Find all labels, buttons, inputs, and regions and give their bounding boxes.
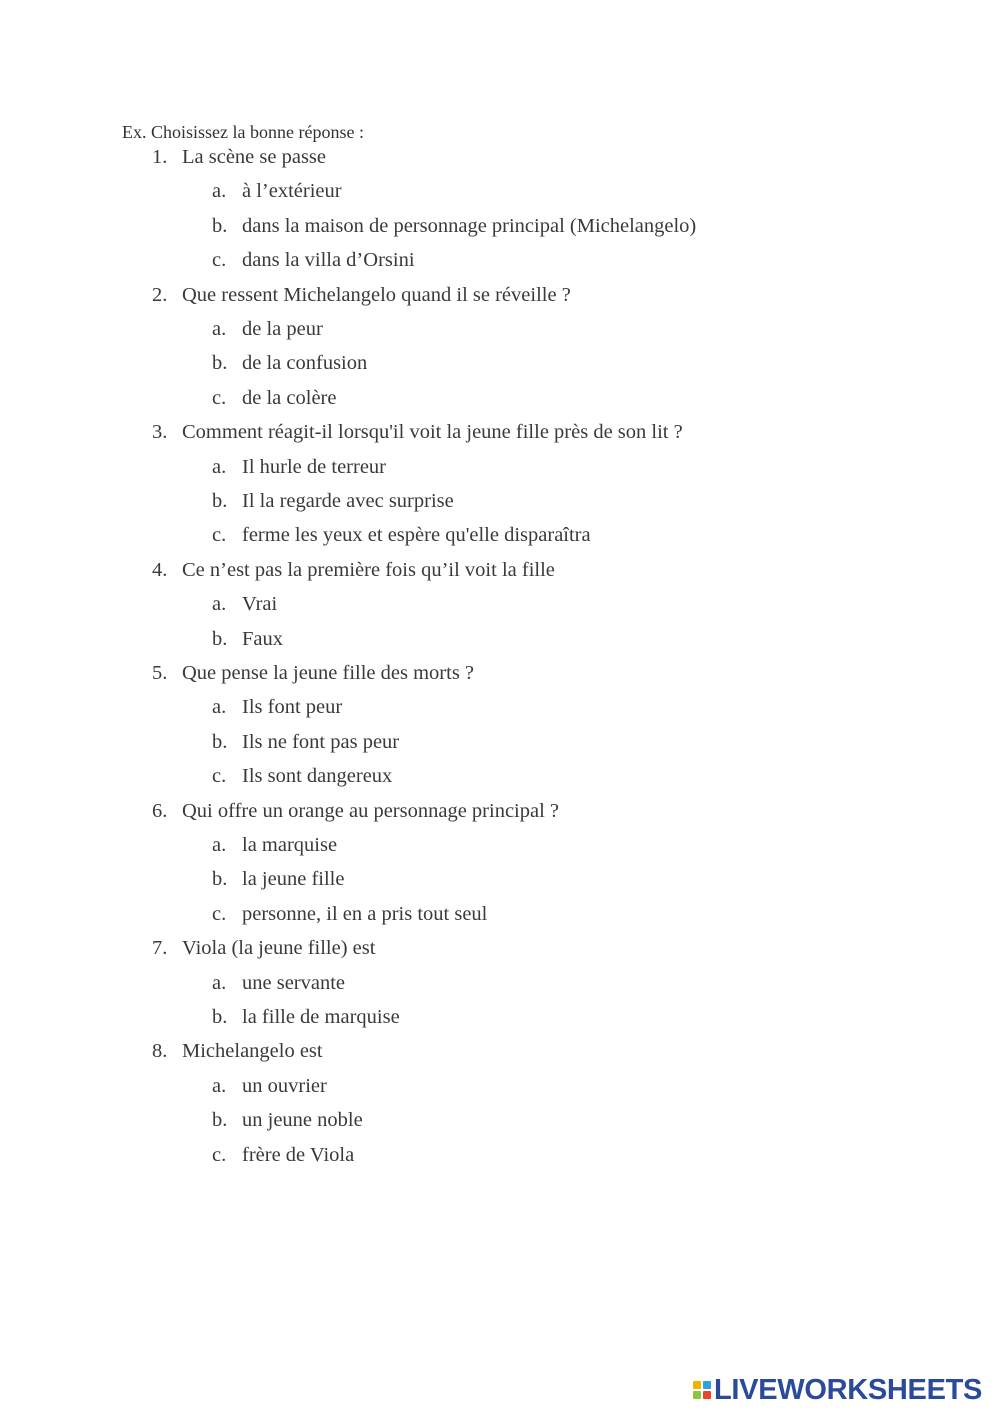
- option-letter: a.: [212, 180, 227, 203]
- option-text: une servante: [242, 971, 346, 994]
- question-number: 5.: [152, 662, 168, 684]
- logo-square: [703, 1381, 711, 1389]
- question-number: 8.: [152, 1040, 168, 1063]
- option-text: Vrai: [242, 593, 278, 616]
- option-text: Il la regarde avec surprise: [242, 490, 454, 512]
- option-letter: a.: [212, 971, 227, 994]
- option-letter: c.: [212, 249, 227, 272]
- option-text: Ils sont dangereux: [242, 765, 393, 788]
- question-text: Michelangelo est: [182, 1040, 323, 1063]
- option-letter: a.: [212, 1074, 227, 1097]
- option-letter: b.: [212, 730, 228, 753]
- exercise-instruction: Ex. Choisissez la bonne réponse :: [122, 122, 364, 142]
- option-text: dans la villa d’Orsini: [242, 249, 415, 272]
- option-letter: a.: [212, 593, 227, 616]
- option-text: Faux: [242, 627, 283, 650]
- question-number: 3.: [152, 421, 168, 444]
- logo-square: [703, 1391, 711, 1399]
- option-text: frère de Viola: [242, 1143, 355, 1166]
- option-text: la marquise: [242, 834, 338, 856]
- option-text: un jeune noble: [242, 1109, 363, 1132]
- option-letter: c.: [212, 386, 227, 409]
- option-text: à l’extérieur: [242, 180, 342, 203]
- option-letter: a.: [212, 455, 227, 478]
- option-letter: c.: [212, 524, 227, 547]
- option-text: un ouvrier: [242, 1074, 327, 1097]
- option-letter: c.: [212, 902, 227, 925]
- logo-text: LIVEWORKSHEETS: [714, 1374, 983, 1406]
- option-text: Ils font peur: [242, 696, 343, 719]
- question-text: Viola (la jeune fille) est: [182, 937, 376, 960]
- option-text: Il hurle de terreur: [242, 455, 386, 478]
- liveworksheets-logo: [693, 1374, 982, 1406]
- question-number: 6.: [152, 799, 168, 822]
- option-text: dans la maison de personnage principal (Michelangelo): [242, 214, 697, 237]
- option-text: de la peur: [242, 318, 323, 340]
- question-text: Qui offre un orange au personnage principal ?: [182, 799, 560, 822]
- option-letter: b.: [212, 1109, 228, 1132]
- question-text: Que ressent Michelangelo quand il se réveille ?: [182, 283, 571, 306]
- question-text: Comment réagit-il lorsqu'il voit la jeune fille près de son lit ?: [182, 421, 683, 444]
- option-text: la jeune fille: [242, 868, 345, 891]
- option-letter: b.: [212, 352, 228, 375]
- option-letter: a.: [212, 318, 227, 340]
- question-text: Ce n’est pas la première fois qu’il voit la fille: [182, 558, 555, 581]
- question-number: 7.: [152, 937, 168, 960]
- option-text: personne, il en a pris tout seul: [242, 902, 488, 925]
- option-text: de la confusion: [242, 352, 368, 375]
- question-number: 1.: [152, 146, 168, 168]
- option-letter: c.: [212, 765, 227, 788]
- option-text: de la colère: [242, 386, 337, 409]
- option-letter: a.: [212, 696, 227, 719]
- option-text: la fille de marquise: [242, 1006, 400, 1028]
- option-letter: c.: [212, 1143, 227, 1166]
- question-number: 4.: [152, 558, 168, 581]
- option-text: ferme les yeux et espère qu'elle disparaîtra: [242, 524, 591, 547]
- logo-square: [693, 1391, 701, 1399]
- option-text: Ils ne font pas peur: [242, 730, 400, 753]
- liveworksheets-logo-icon: [693, 1376, 711, 1404]
- option-letter: b.: [212, 214, 228, 237]
- question-text: La scène se passe: [182, 146, 327, 168]
- logo-square: [693, 1381, 701, 1389]
- option-letter: b.: [212, 868, 228, 891]
- option-letter: b.: [212, 490, 228, 512]
- option-letter: a.: [212, 834, 227, 856]
- question-text: Que pense la jeune fille des morts ?: [182, 662, 475, 684]
- option-letter: b.: [212, 1006, 228, 1028]
- question-number: 2.: [152, 283, 168, 306]
- option-letter: b.: [212, 627, 228, 650]
